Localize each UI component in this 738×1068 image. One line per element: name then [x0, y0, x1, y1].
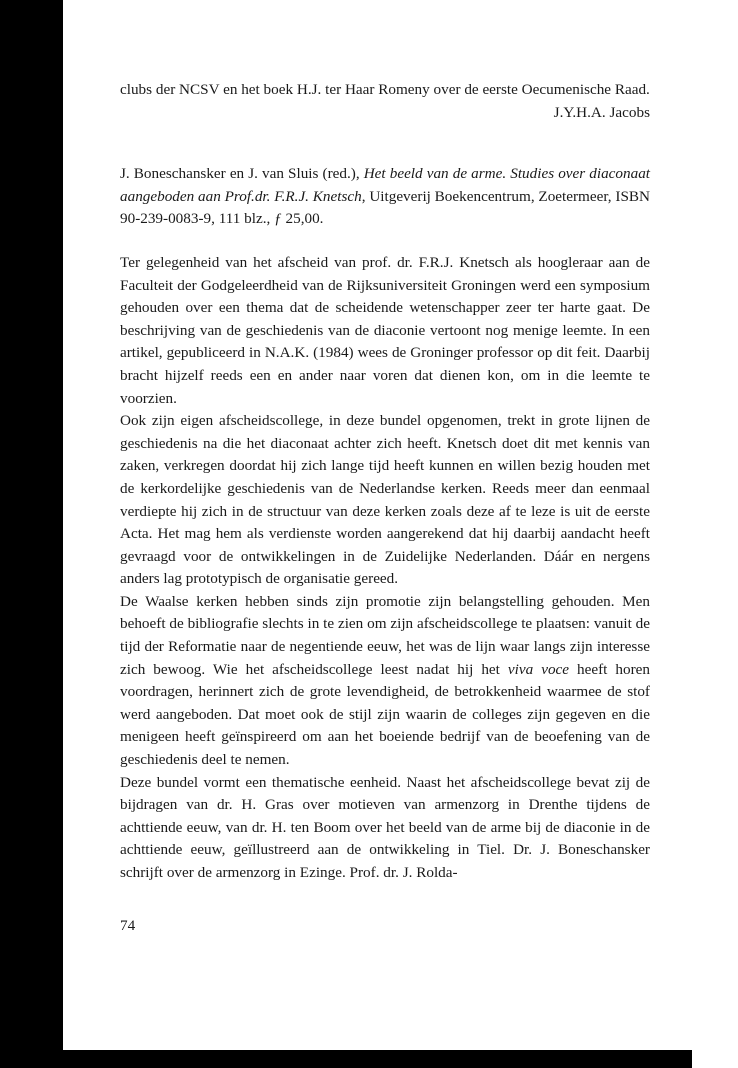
paragraph-3-end: heeft horen voordragen, herinnert zich de grote levendigheid, de betrokkenheid waarmee de stof werd aangeboden. Dat moet ook de stijl zijn waarin de colleges zijn gegeven en die menigeen heeft geïnspireerd om aan het boeiende bedrijf van de beoefening van de geschiedenis deel te nemen. — [120, 660, 650, 769]
paragraph-3-italic: viva voce — [507, 660, 570, 678]
citation-currency: ƒ — [274, 210, 282, 228]
review-paragraph-3 — [120, 591, 650, 772]
book-citation — [120, 163, 650, 231]
citation-price: 25,00. — [281, 210, 324, 228]
review-paragraph-2: Ook zijn eigen afscheidscollege, in deze bundel opgenomen, trekt in grote lijnen de geschiedenis na die het diaconaat achter zich heeft. Knetsch doet dit met kennis van zaken, verkregen doordat hij zich lange tijd heeft kunnen en willen bezig houden met de kerkordelijke geschiedenis van de Nederlandse kerken. Reeds meer dan eenmaal verdiepte hij zich in de structuur van deze kerken zoals deze af te leze is uit de eerste Acta. Het mag hem als verdienste worden aangerekend dat hij daarbij aandacht heeft gevraagd voor de ontwikkelingen in de Zuidelijke Nederlanden. Dáár en nergens anders lag prototypisch de organisatie gereed. — [120, 412, 650, 588]
citation-title: Het beeld van de arme. Studies over diaconaat aangeboden aan Prof.dr. F.R.J. Knetsch — [120, 165, 651, 205]
page-number: 74 — [120, 916, 136, 934]
review-paragraph-4: Deze bundel vormt een thematische eenheid. Naast het afscheidscollege bevat zij de bijdragen van dr. H. Gras over motieven van armenzorg in Drenthe tijdens de achttiende eeuw, van dr. H. ten Boom over het beeld van de arme bij de diaconie in de achttiende eeuw, geïllustreerd aan de ontwikkeling in Tiel. Dr. J. Boneschansker schrijft over de armenzorg in Ezinge. Prof. dr. J. Rolda- — [120, 773, 650, 881]
citation-publisher: , Uitgeverij Boekencentrum, Zoetermeer, ISBN 90-239-0083-9, 111 blz., — [120, 187, 650, 228]
paragraph-3-start: De Waalse kerken hebben sinds zijn promotie zijn belangstelling gehouden. Men behoeft de bibliografie slechts in te zien om zijn afscheidscollege te plaatsen: vanuit de tijd der Reformatie naar de negentiende eeuw, het was de lijn waar langs zijn interesse zich bewoog. Wie het afscheidscollege leest nadat hij het — [120, 592, 650, 678]
review-paragraph-1: Ter gelegenheid van het afscheid van prof. dr. F.R.J. Knetsch als hoogleraar aan de Faculteit der Godgeleerdheid van de Rijksuniversiteit Groningen werd een symposium gehouden over een thema dat de scheidende wetenschapper zeer ter harte gaat. De beschrijving van de geschiedenis van de diaconie vertoont nog menige leemte. In een artikel, gepubliceerd in N.A.K. (1984) wees de Groninger professor op dit feit. Daarbij bracht hijzelf reeds een en ander naar voren dat dienen kon, om in die leemte te voorzien. — [120, 253, 650, 407]
reviewer-signature: J.Y.H.A. Jacobs — [553, 103, 650, 121]
citation-authors: J. Boneschansker en J. van Sluis (red.), — [120, 165, 360, 183]
previous-review-ending: clubs der NCSV en het boek H.J. ter Haar Romeny over de eerste Oecumenische Raad. — [120, 81, 650, 98]
scan-edge-left — [0, 0, 63, 1068]
scan-edge-bottom — [63, 1050, 692, 1068]
document-page — [120, 79, 650, 937]
